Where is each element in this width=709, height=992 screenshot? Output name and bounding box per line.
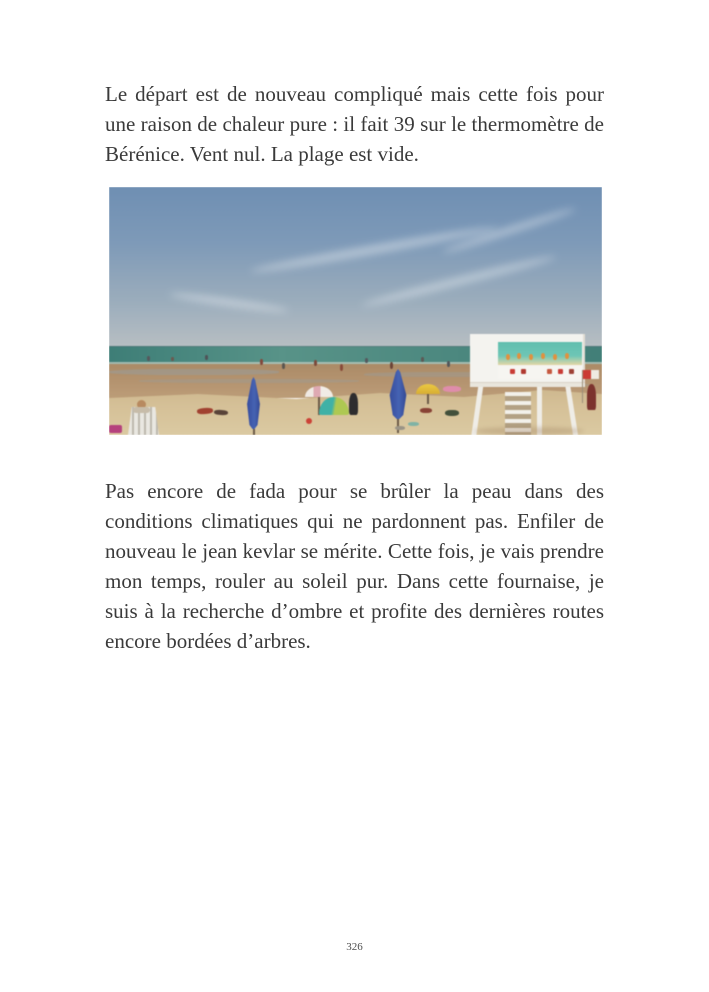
tide-puddle [109, 369, 279, 375]
banner-figure [565, 353, 569, 359]
distant-person [421, 357, 424, 362]
sunbather [420, 408, 432, 413]
tide-puddle [139, 379, 359, 383]
paragraph-1: Le départ est de nouveau compliqué mais cette fois pour une raison de chaleur pure : il fait 39 sur le thermomètre de Bérénice. Vent nul. La plage est vide. [105, 82, 604, 166]
parasol-pole [253, 429, 255, 435]
tower-platform-edge [470, 383, 585, 387]
page-number: 326 [346, 941, 363, 953]
seated-person-shoulders [133, 407, 150, 413]
pink-windbreak [443, 386, 461, 392]
distant-person [340, 364, 343, 371]
banner-figure [506, 354, 510, 360]
tower-shadow [474, 427, 584, 435]
beach-item-teal [408, 422, 419, 426]
paragraph-2: Pas encore de fada pour se brûler la peau dans des conditions climatiques qui ne pardonnent pas. Enfiler de nouveau le jean kevlar se mérite. Cette fois, je vais prendre mon temps, rouler au soleil pur. Dans cette fournaise, je suis à la recherche d’ombre et profite des dernières routes encore bordées d’arbres. [105, 479, 604, 653]
banner-figure [553, 354, 557, 360]
distant-person [314, 360, 317, 366]
banner-figure [517, 353, 521, 359]
distant-person [205, 355, 208, 360]
sign-icon [510, 369, 515, 374]
distant-person [147, 356, 150, 361]
distant-person [365, 358, 368, 363]
standing-person-dark [349, 393, 358, 415]
beach-item-grey [395, 426, 405, 430]
sign-icon [521, 369, 526, 374]
distant-person [447, 361, 450, 367]
red-bucket [306, 418, 312, 424]
beach-photo [109, 187, 602, 435]
sign-icon [569, 369, 574, 374]
sunbather [445, 410, 459, 416]
parasol-pole [427, 394, 429, 404]
beach-bag [109, 425, 122, 433]
sign-icon [547, 369, 552, 374]
red-white-flag [583, 370, 599, 379]
distant-person [282, 363, 285, 369]
distant-person [171, 357, 174, 361]
distant-person [390, 362, 393, 369]
text-column [105, 0, 604, 656]
banner-figure [529, 354, 533, 360]
banner-figure [541, 353, 545, 359]
beach-photo-canvas [109, 187, 602, 435]
sunbather [214, 410, 228, 416]
distant-person [260, 359, 263, 365]
walking-person-red [587, 384, 596, 410]
sign-icon [558, 369, 563, 374]
lifeguard-tower-banner [498, 342, 582, 365]
